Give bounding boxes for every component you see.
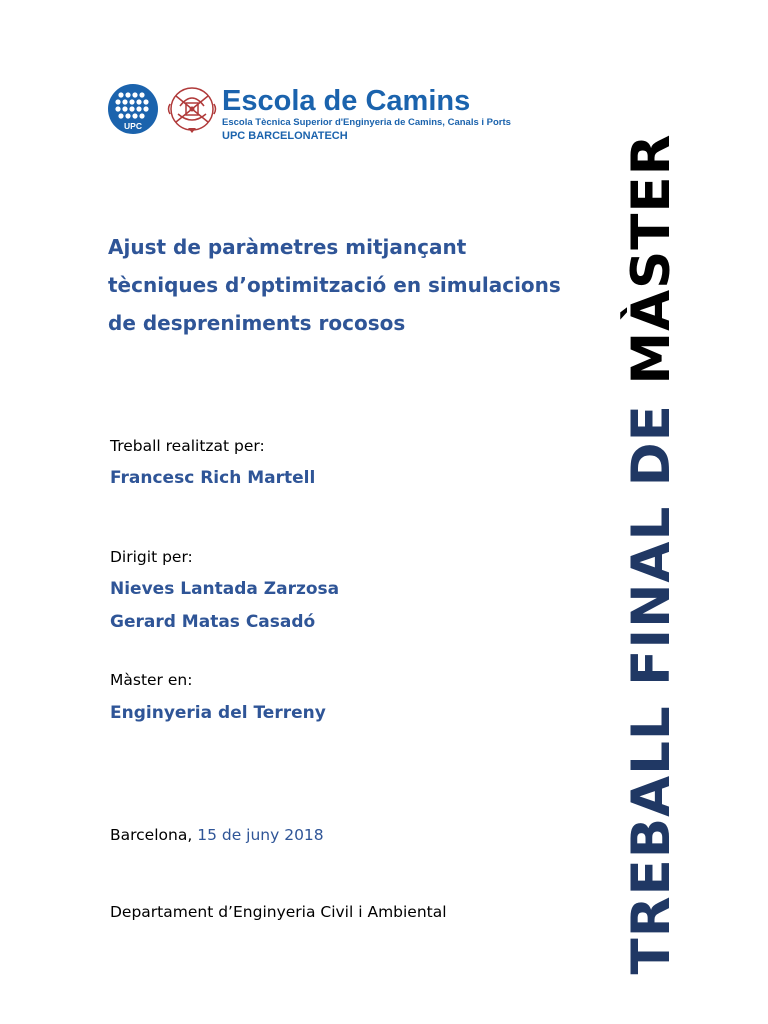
school-logo-block xyxy=(108,84,518,144)
date: 15 de juny 2018 xyxy=(197,826,324,844)
upc-logo-text: UPC xyxy=(124,121,142,131)
advisors-label: Dirigit per: xyxy=(110,548,193,566)
department: Departament d’Enginyeria Civil i Ambiental xyxy=(110,903,447,921)
master-label: Màster en: xyxy=(110,671,193,689)
thesis-title xyxy=(108,228,588,342)
author-label: Treball realitzat per: xyxy=(110,437,265,455)
vertical-title-part1: TREBALL FINAL DE xyxy=(621,384,682,975)
thesis-title-line: tècniques d’optimització en simulacions xyxy=(108,273,561,297)
place-date xyxy=(110,826,324,844)
thesis-title-line: de despreniments rocosos xyxy=(108,311,406,335)
advisor-name: Nieves Lantada Zarzosa xyxy=(110,579,340,599)
school-crest-icon xyxy=(166,84,218,134)
university-brand: UPC BARCELONATECH xyxy=(222,130,348,142)
upc-logo-icon xyxy=(108,84,158,134)
place: Barcelona, xyxy=(110,826,193,844)
master-name: Enginyeria del Terreny xyxy=(110,703,326,723)
thesis-title-line: Ajust de paràmetres mitjançant xyxy=(108,235,467,259)
author-name: Francesc Rich Martell xyxy=(110,468,316,488)
school-name: Escola de Camins xyxy=(222,85,471,117)
advisor-name: Gerard Matas Casadó xyxy=(110,612,316,632)
school-subtitle: Escola Tècnica Superior d'Enginyeria de Camins, Canals i Ports xyxy=(222,117,511,128)
vertical-document-type xyxy=(622,134,682,975)
vertical-title-part2: MÀSTER xyxy=(621,133,682,385)
